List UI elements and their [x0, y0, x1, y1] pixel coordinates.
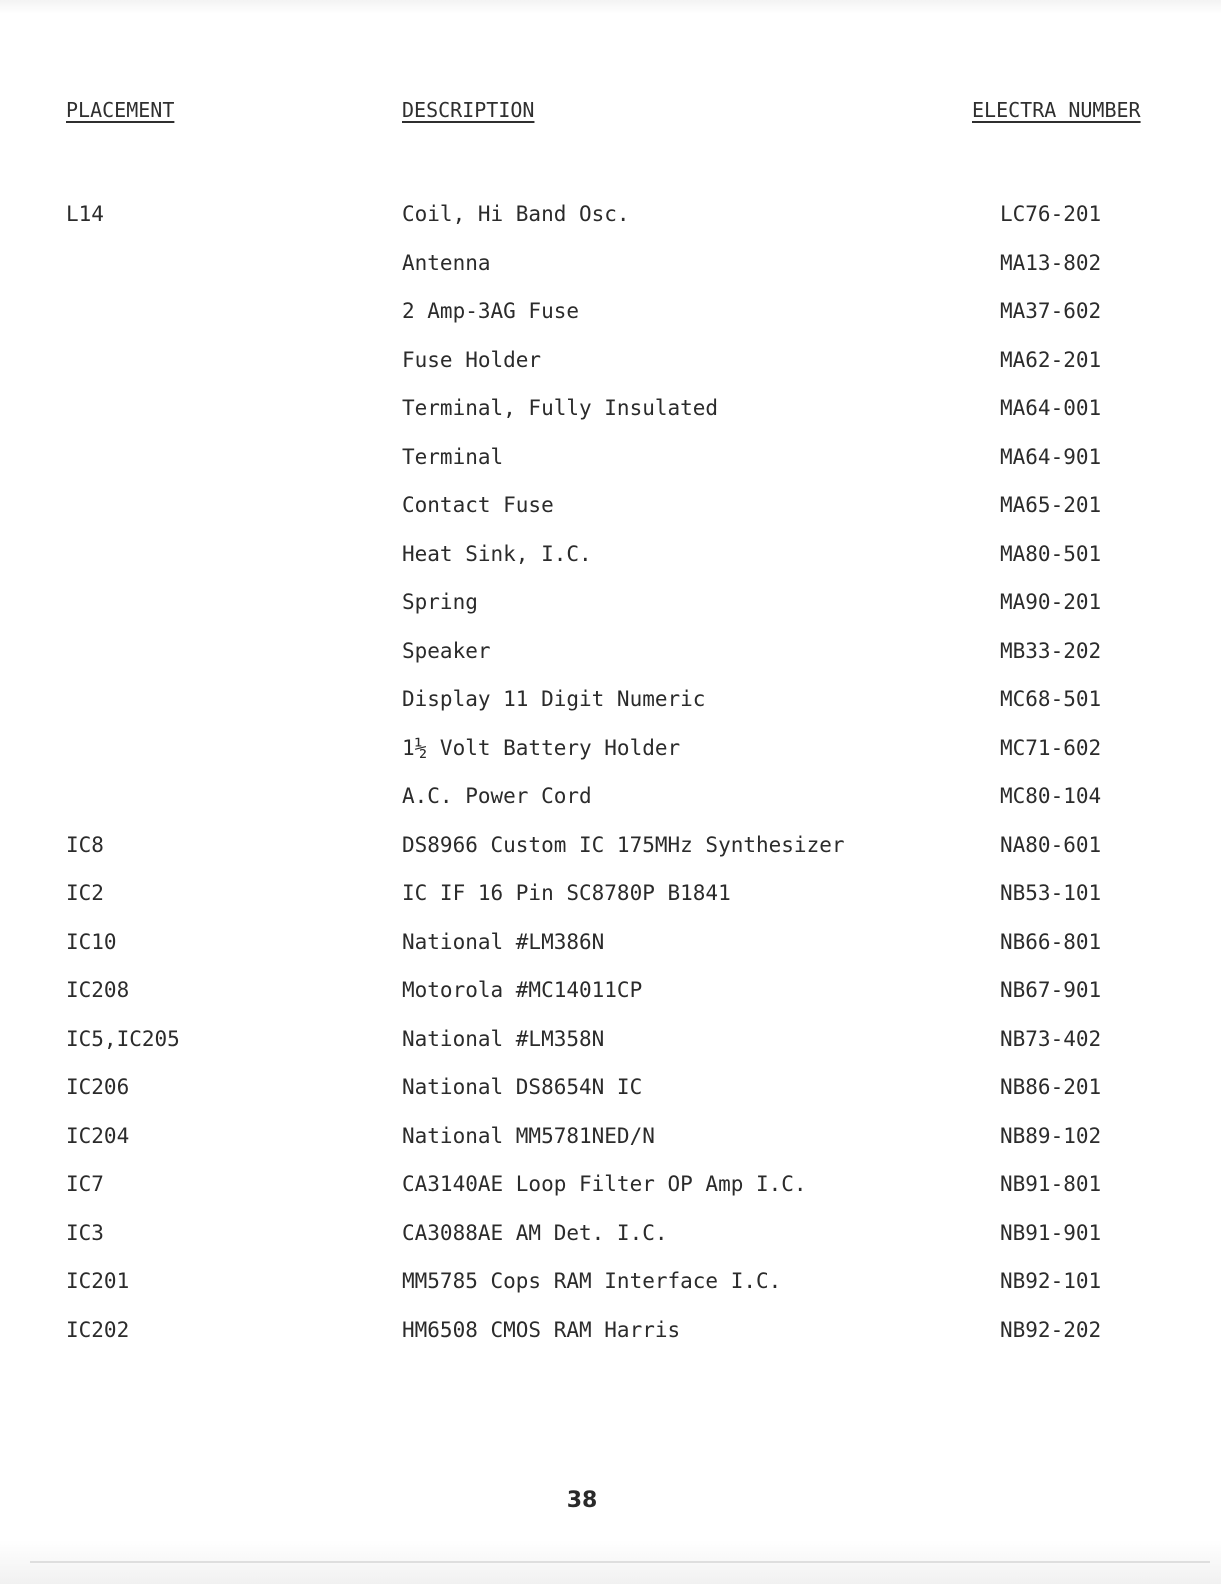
- parts-row: [0, 966, 1221, 1015]
- electra-number-cell: NA80-601: [1000, 832, 1102, 857]
- placement-cell: IC204: [66, 1123, 130, 1148]
- electra-number-cell: MC68-501: [1000, 687, 1102, 711]
- electra-number-cell: MA64-001: [1000, 396, 1102, 420]
- description-cell: DS8966 Custom IC 175MHz Synthesizer: [402, 832, 845, 857]
- parts-row: [0, 578, 1221, 627]
- parts-row: [0, 772, 1221, 821]
- description-cell: Spring: [402, 590, 478, 614]
- placement-cell: IC7: [66, 1172, 104, 1196]
- description-cell: Motorola #MC14011CP: [402, 978, 643, 1002]
- electra-number-cell: NB92-202: [1000, 1317, 1102, 1342]
- description-cell: 1½ Volt Battery Holder: [402, 735, 681, 760]
- electra-number-cell: NB73-402: [1000, 1026, 1102, 1051]
- placement-cell: L14: [66, 202, 104, 226]
- parts-list: [0, 190, 1221, 1354]
- parts-row: [0, 869, 1221, 918]
- parts-row: [0, 1063, 1221, 1112]
- parts-row: [0, 433, 1221, 482]
- electra-number-cell: NB86-201: [1000, 1075, 1102, 1099]
- placement-header: PLACEMENT: [66, 98, 175, 122]
- parts-row: [0, 1209, 1221, 1258]
- parts-row: [0, 239, 1221, 288]
- electra-number-cell: NB92-101: [1000, 1269, 1102, 1293]
- electra-number-cell: NB91-801: [1000, 1172, 1102, 1196]
- electra-number-cell: MA62-201: [1000, 347, 1102, 372]
- electra-number-cell: NB89-102: [1000, 1123, 1102, 1148]
- electra-number-cell: MA37-602: [1000, 299, 1102, 323]
- description-cell: IC IF 16 Pin SC8780P B1841: [402, 881, 731, 905]
- description-cell: A.C. Power Cord: [402, 784, 592, 808]
- parts-row: [0, 724, 1221, 773]
- parts-row: [0, 675, 1221, 724]
- parts-row: [0, 1160, 1221, 1209]
- parts-row: [0, 481, 1221, 530]
- placement-cell: IC8: [66, 832, 104, 857]
- description-cell: National #LM386N: [402, 929, 605, 954]
- electra-number-cell: MA65-201: [1000, 493, 1102, 517]
- electra-number-cell: MA90-201: [1000, 590, 1102, 614]
- electra-number-cell: MA13-802: [1000, 250, 1102, 275]
- parts-row: [0, 336, 1221, 385]
- description-header: DESCRIPTION: [402, 98, 535, 122]
- parts-row: [0, 918, 1221, 967]
- description-cell: National MM5781NED/N: [402, 1123, 655, 1148]
- description-cell: MM5785 Cops RAM Interface I.C.: [402, 1269, 782, 1293]
- parts-row: [0, 1306, 1221, 1355]
- electra-number-cell: LC76-201: [1000, 202, 1102, 226]
- parts-row: [0, 530, 1221, 579]
- placement-cell: IC201: [66, 1269, 130, 1293]
- parts-row: [0, 384, 1221, 433]
- page-bottom-edge: [30, 1561, 1210, 1563]
- placement-cell: IC208: [66, 978, 130, 1002]
- description-cell: CA3088AE AM Det. I.C.: [402, 1220, 668, 1245]
- description-cell: Terminal, Fully Insulated: [402, 396, 719, 420]
- parts-row: [0, 1112, 1221, 1161]
- placement-cell: IC5,IC205: [66, 1026, 180, 1051]
- description-cell: HM6508 CMOS RAM Harris: [402, 1317, 681, 1342]
- placement-cell: IC10: [66, 929, 117, 954]
- electra-number-cell: NB67-901: [1000, 978, 1102, 1002]
- description-cell: 2 Amp-3AG Fuse: [402, 299, 580, 323]
- description-cell: Display 11 Digit Numeric: [402, 687, 706, 711]
- description-cell: Terminal: [402, 444, 504, 469]
- description-cell: Contact Fuse: [402, 493, 554, 517]
- description-cell: Antenna: [402, 250, 491, 275]
- electra-number-cell: MC80-104: [1000, 784, 1102, 808]
- electra-number-header: ELECTRA NUMBER: [972, 98, 1141, 122]
- placement-cell: IC206: [66, 1075, 130, 1099]
- placement-cell: IC3: [66, 1220, 104, 1245]
- description-cell: CA3140AE Loop Filter OP Amp I.C.: [402, 1172, 807, 1196]
- description-cell: Fuse Holder: [402, 347, 542, 372]
- page-number: 38: [566, 1488, 598, 1513]
- placement-cell: IC202: [66, 1317, 130, 1342]
- description-cell: Coil, Hi Band Osc.: [402, 202, 630, 226]
- parts-row: [0, 287, 1221, 336]
- electra-number-cell: MA64-901: [1000, 444, 1102, 469]
- description-cell: Heat Sink, I.C.: [402, 541, 592, 566]
- electra-number-cell: NB91-901: [1000, 1220, 1102, 1245]
- parts-row: [0, 1257, 1221, 1306]
- description-cell: National DS8654N IC: [402, 1075, 643, 1099]
- description-cell: National #LM358N: [402, 1026, 605, 1051]
- parts-row: [0, 821, 1221, 870]
- electra-number-cell: MC71-602: [1000, 735, 1102, 760]
- parts-row: [0, 190, 1221, 239]
- electra-number-cell: NB66-801: [1000, 929, 1102, 954]
- placement-cell: IC2: [66, 881, 104, 905]
- electra-number-cell: MB33-202: [1000, 638, 1102, 663]
- parts-row: [0, 627, 1221, 676]
- electra-number-cell: NB53-101: [1000, 881, 1102, 905]
- electra-number-cell: MA80-501: [1000, 541, 1102, 566]
- parts-row: [0, 1015, 1221, 1064]
- description-cell: Speaker: [402, 638, 491, 663]
